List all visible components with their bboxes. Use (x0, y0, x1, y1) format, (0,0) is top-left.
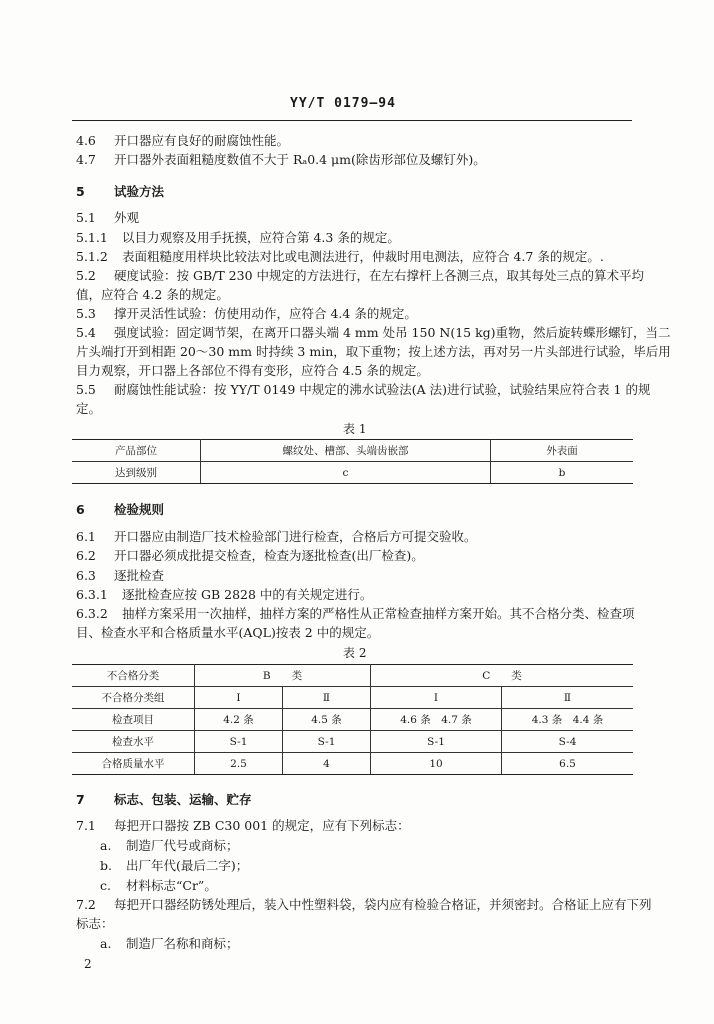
clause-5-2: 5.2 硬度试验：按 GB/T 230 中规定的方法进行，在左右撑杆上各测三点，取其每处三点的算术平均 (76, 268, 645, 283)
clause-7-1: 7.1 每把开口器按 ZB C30 001 的规定，应有下列标志： (76, 818, 410, 833)
clause-5-2-cont: 值，应符合 4.2 条的规定。 (76, 287, 229, 302)
clause-5-5: 5.5 耐腐蚀性能试验：按 YY/T 0149 中规定的沸水试验法(A 法)进行试验，试验结果应符合表 1 的规 (76, 382, 651, 397)
clause-6-1: 6.1 开口器应由制造厂技术检验部门进行检查，合格后方可提交验收。 (76, 529, 477, 544)
clause-5-1: 5.1 外观 (76, 210, 140, 225)
table-row (72, 753, 633, 775)
table-cell: Ⅱ (283, 687, 371, 709)
table-row (72, 687, 633, 709)
table-row (72, 731, 633, 753)
clause-7-2: 7.2 每把开口器经防锈处理后，装入中性塑料袋，袋内应有检验合格证，并须密封。合格证上应有下列 (76, 897, 652, 912)
table-cell: S-1 (283, 731, 371, 753)
table-cell: Ⅱ (502, 687, 634, 709)
clause-5-3: 5.3 撑开灵活性试验：仿使用动作，应符合 4.4 条的规定。 (76, 306, 417, 321)
clause-6-3: 6.3 逐批检查 (76, 568, 165, 583)
table-cell: c (201, 462, 491, 484)
table-1 (72, 439, 633, 484)
table-cell: Ⅰ (195, 687, 283, 709)
table-cell: 10 (371, 753, 502, 775)
clause-7-2-cont: 标志： (76, 916, 114, 931)
table-cell: 检查水平 (72, 731, 195, 753)
clause-4-7: 4.7 开口器外表面粗糙度数值不大于 Rₐ0.4 μm(除齿形部位及螺钉外)。 (76, 152, 486, 167)
standard-header: YY/T 0179—94 (290, 96, 396, 111)
table-cell: 4.5 条 (283, 709, 371, 731)
table-cell: 产品部位 (72, 440, 201, 462)
list-item: a. 制造厂代号或商标； (100, 838, 239, 853)
table-cell: 4.2 条 (195, 709, 283, 731)
clause-5-5-cont: 定。 (76, 401, 102, 416)
table-cell: S-4 (502, 731, 634, 753)
table-row (72, 665, 633, 687)
table-cell: b (491, 462, 634, 484)
clause-6-2: 6.2 开口器必须成批提交检查，检查为逐批检查(出厂检查)。 (76, 548, 424, 563)
table-cell: 不合格分类组 (72, 687, 195, 709)
clause-4-6: 4.6 开口器应有良好的耐腐蚀性能。 (76, 133, 290, 148)
list-item: c. 材料标志“Cr”。 (100, 878, 217, 893)
table-row (72, 462, 633, 484)
clause-5-1-2: 5.1.2 表面粗糙度用样块比较法对比或电测法进行，仲裁时用电测法，应符合 4.7 条的规定。. (76, 249, 604, 264)
list-item: a. 制造厂名称和商标； (100, 936, 239, 951)
table-cell: 不合格分类 (72, 665, 195, 687)
clause-6-3-2-cont: 目、检查水平和合格质量水平(AQL)按表 2 中的规定。 (76, 625, 380, 640)
table-cell: 合格质量水平 (72, 753, 195, 775)
table-2-caption: 表 2 (343, 646, 367, 660)
table-cell: S-1 (371, 731, 502, 753)
clause-5-1-1: 5.1.1 以目力观察及用手抚摸，应符合第 4.3 条的规定。 (76, 230, 400, 245)
table-cell: 达到级别 (72, 462, 201, 484)
header-rule (72, 120, 632, 121)
table-2 (72, 664, 633, 775)
clause-5-4-cont2: 目力观察，开口器上各部位不得有变形，应符合 4.5 条的规定。 (76, 363, 429, 378)
section-5-heading: 5 试验方法 (76, 184, 165, 199)
table-row (72, 440, 633, 462)
table-cell: 检查项目 (72, 709, 195, 731)
table-cell: 6.5 (502, 753, 634, 775)
table-row (72, 709, 633, 731)
table-cell: 螺纹处、槽部、头端齿嵌部 (201, 440, 491, 462)
table-cell: S-1 (195, 731, 283, 753)
table-cell: B 类 (195, 665, 371, 687)
table-1-caption: 表 1 (343, 422, 367, 436)
table-cell: 4 (283, 753, 371, 775)
table-cell: 4.3 条 4.4 条 (502, 709, 634, 731)
clause-5-4: 5.4 强度试验：固定调节架，在离开口器头端 4 mm 处吊 150 N(15 kg)重物，然后旋转蝶形螺钉，当二 (76, 325, 671, 340)
section-7-heading: 7 标志、包装、运输、贮存 (76, 792, 252, 807)
table-cell: C 类 (371, 665, 634, 687)
table-cell: Ⅰ (371, 687, 502, 709)
table-cell: 4.6 条 4.7 条 (371, 709, 502, 731)
section-6-heading: 6 检验规则 (76, 502, 165, 517)
list-item: b. 出厂年代(最后二字)； (100, 858, 249, 873)
page-number: 2 (84, 957, 92, 971)
clause-6-3-2: 6.3.2 抽样方案采用一次抽样，抽样方案的严格性从正常检查抽样方案开始。其不合格分类、检查项 (76, 606, 635, 621)
clause-6-3-1: 6.3.1 逐批检查应按 GB 2828 中的有关规定进行。 (76, 587, 373, 602)
table-cell: 外表面 (491, 440, 634, 462)
clause-5-4-cont1: 片头端打开到相距 20～30 mm 时持续 3 min，取下重物；按上述方法，再对另一片头部进行试验，毕后用 (76, 344, 671, 359)
table-cell: 2.5 (195, 753, 283, 775)
